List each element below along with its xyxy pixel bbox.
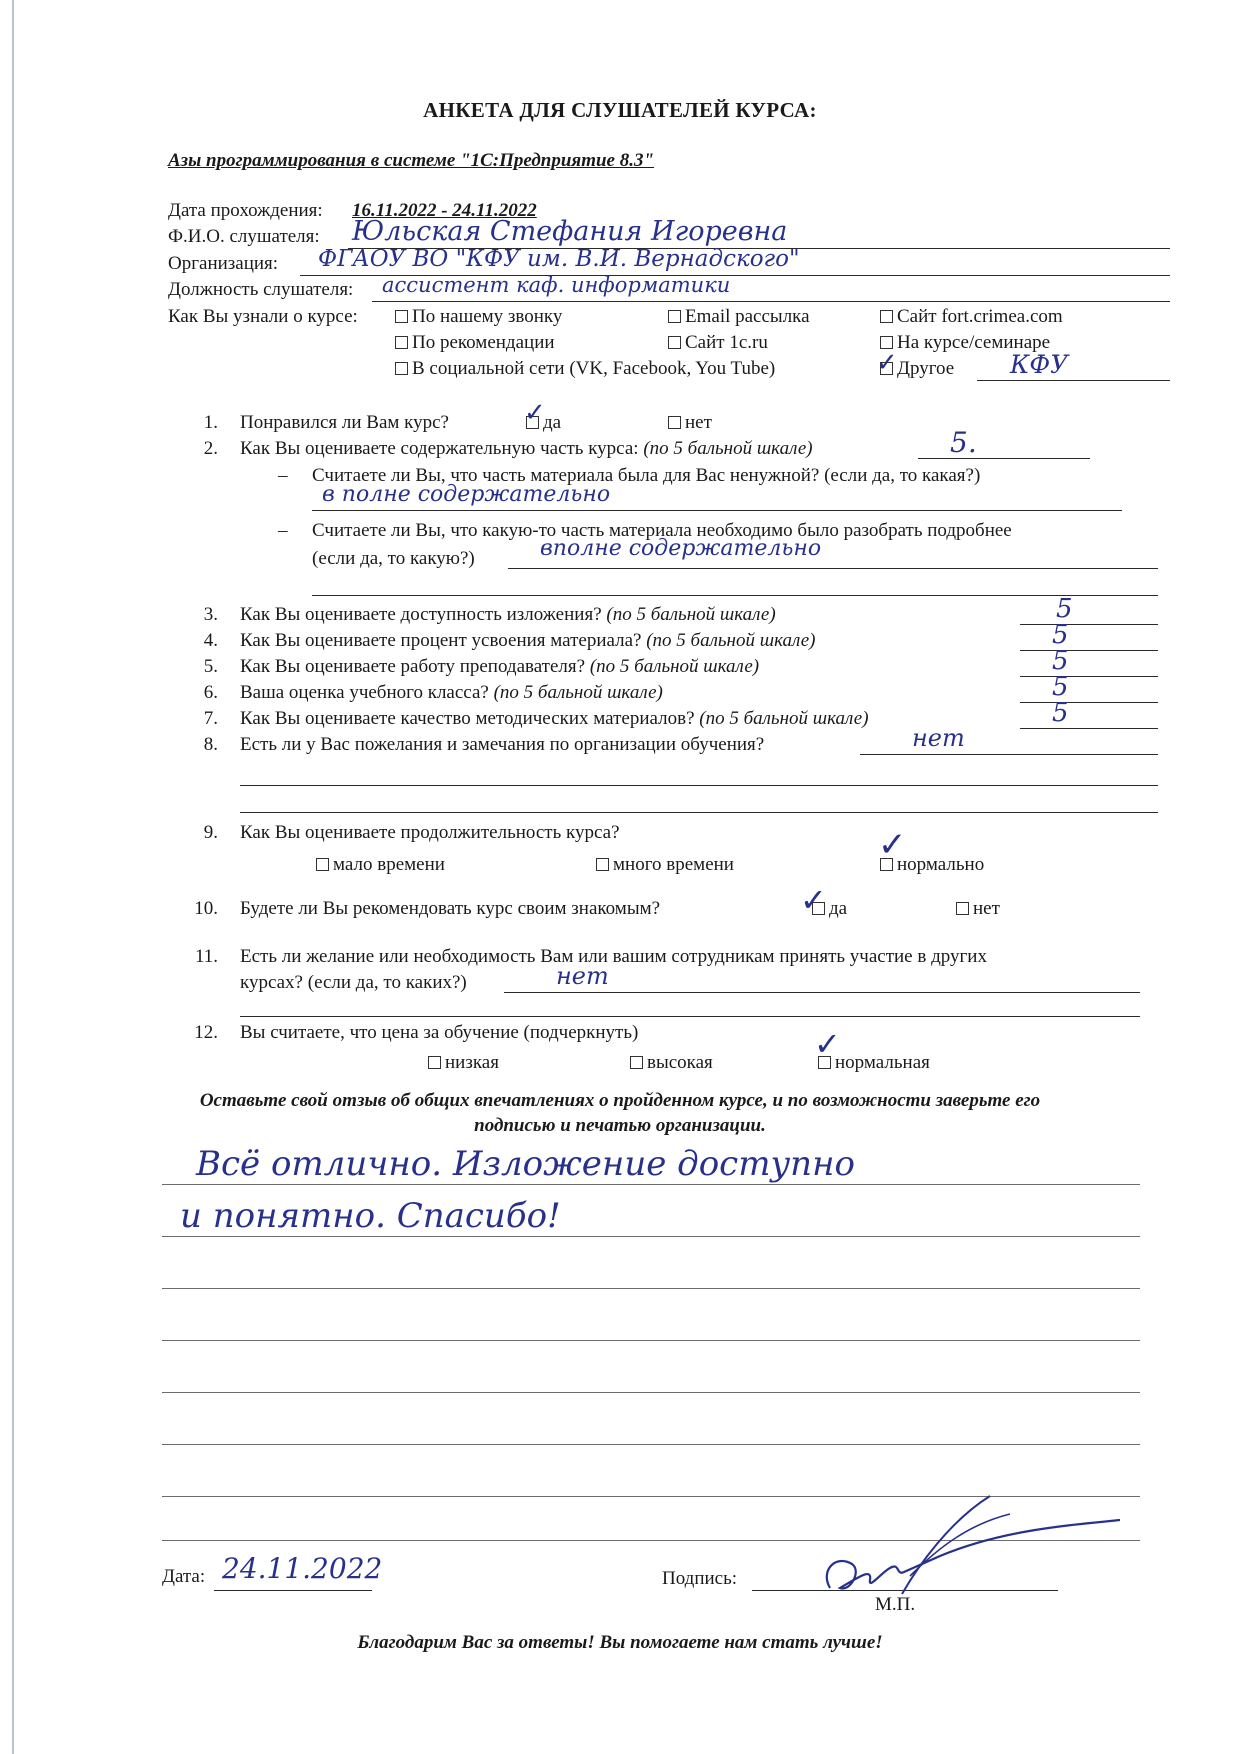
source-option-site-fort[interactable]: Сайт fort.crimea.com bbox=[880, 306, 1063, 328]
q12-option-normal[interactable]: нормальная bbox=[818, 1052, 930, 1074]
fio-label: Ф.И.О. слушателя: bbox=[168, 226, 320, 247]
q9-text: Как Вы оцениваете продолжительность курса? bbox=[240, 822, 620, 843]
feedback-prompt-cont: подписью и печатью организации. bbox=[474, 1115, 766, 1136]
q1-number: 1. bbox=[203, 412, 218, 433]
q4-number: 4. bbox=[203, 630, 218, 651]
position-label: Должность слушателя: bbox=[168, 279, 354, 300]
source-option-recommendation[interactable]: По рекомендации bbox=[395, 332, 555, 354]
checkbox[interactable] bbox=[668, 310, 681, 323]
q2a-dash: – bbox=[278, 465, 288, 486]
q7-answer[interactable]: 5 bbox=[1052, 698, 1069, 728]
source-option-other[interactable]: Другое bbox=[880, 358, 954, 380]
q2b-text2: (если да, то какую?) bbox=[312, 548, 475, 569]
check-mark-icon: ✓ bbox=[814, 1025, 841, 1063]
q2b-answer[interactable]: вполне содержательно bbox=[540, 536, 822, 561]
q10-option-yes[interactable]: да bbox=[812, 898, 847, 920]
org-field[interactable]: ФГАОУ ВО "КФУ им. В.И. Вернадского" bbox=[318, 246, 800, 272]
source-option-social[interactable]: В социальной сети (VK, Facebook, You Tube) bbox=[395, 358, 775, 380]
q9-option-normal[interactable]: нормально bbox=[880, 854, 984, 876]
course-name: Азы программирования в системе "1С:Предприятие 8.3" bbox=[168, 150, 655, 171]
q2b-dash: – bbox=[278, 520, 288, 541]
q12-option-low[interactable]: низкая bbox=[428, 1052, 499, 1074]
org-label: Организация: bbox=[168, 253, 279, 274]
q8-text: Есть ли у Вас пожелания и замечания по организации обучения? bbox=[240, 734, 765, 755]
footer-date-field[interactable]: 24.11.2022 bbox=[222, 1552, 383, 1585]
checkbox[interactable] bbox=[596, 858, 609, 871]
q12-option-high[interactable]: высокая bbox=[630, 1052, 713, 1074]
source-option-call[interactable]: По нашему звонку bbox=[395, 306, 562, 328]
q7-question: Как Вы оцениваете качество методических материалов? (по 5 бальной шкале) bbox=[240, 708, 869, 729]
checkbox[interactable] bbox=[630, 1056, 643, 1069]
q2-number: 2. bbox=[203, 438, 218, 459]
q5-question: Как Вы оцениваете работу преподавателя? (по 5 бальной шкале) bbox=[240, 656, 760, 677]
checkbox[interactable] bbox=[956, 902, 969, 915]
source-option-site-1c[interactable]: Сайт 1с.ru bbox=[668, 332, 768, 354]
check-mark-icon: ✓ bbox=[878, 825, 907, 865]
q2-question: Как Вы оцениваете содержательную часть курса: (по 5 бальной шкале) bbox=[240, 438, 813, 459]
check-mark-icon: ✓ bbox=[876, 348, 898, 378]
q3-answer[interactable]: 5 bbox=[1056, 594, 1073, 624]
checkbox[interactable] bbox=[395, 362, 408, 375]
q1-option-yes[interactable]: да bbox=[526, 412, 561, 434]
q11-number: 11. bbox=[194, 946, 218, 967]
feedback-prompt: Оставьте свой отзыв об общих впечатлениях о пройденном курсе, и по возможности заверьте его bbox=[199, 1090, 1041, 1111]
q7-number: 7. bbox=[203, 708, 218, 729]
source-label: Как Вы узнали о курсе: bbox=[168, 306, 358, 327]
q9-option-much[interactable]: много времени bbox=[596, 854, 734, 876]
q11-answer[interactable]: нет bbox=[556, 962, 609, 990]
q9-number: 9. bbox=[203, 822, 218, 843]
position-field[interactable]: ассистент каф. информатики bbox=[382, 273, 731, 297]
q10-option-no[interactable]: нет bbox=[956, 898, 1000, 920]
fio-field[interactable]: Юльская Стефания Игоревна bbox=[352, 216, 788, 247]
q4-answer[interactable]: 5 bbox=[1052, 620, 1069, 650]
signature-icon bbox=[800, 1476, 1130, 1626]
date-label: Дата прохождения: bbox=[168, 200, 323, 221]
q1-text: Понравился ли Вам курс? bbox=[240, 412, 449, 433]
q8-number: 8. bbox=[203, 734, 218, 755]
feedback-line-2[interactable]: и понятно. Спасибо! bbox=[180, 1196, 561, 1236]
q6-answer[interactable]: 5 bbox=[1052, 672, 1069, 702]
check-mark-icon: ✓ bbox=[524, 398, 546, 428]
q2b-text: Считаете ли Вы, что какую-то часть материала необходимо было разобрать подробнее bbox=[312, 520, 1012, 541]
checkbox[interactable] bbox=[395, 336, 408, 349]
q11-text: Есть ли желание или необходимость Вам или вашим сотрудникам принять участие в других bbox=[240, 946, 987, 967]
q3-number: 3. bbox=[203, 604, 218, 625]
q6-number: 6. bbox=[203, 682, 218, 703]
q10-number: 10. bbox=[194, 898, 218, 919]
q4-question: Как Вы оцениваете процент усвоения материала? (по 5 бальной шкале) bbox=[240, 630, 816, 651]
footer-date-label: Дата: bbox=[162, 1566, 206, 1587]
checkbox[interactable] bbox=[668, 416, 681, 429]
q5-answer[interactable]: 5 bbox=[1052, 646, 1069, 676]
q2a-answer[interactable]: в полне содержательно bbox=[322, 482, 611, 507]
q2-answer[interactable]: 5. bbox=[950, 426, 977, 459]
stamp-label: М.П. bbox=[875, 1594, 916, 1615]
date-range: 16.11.2022 - 24.11.2022 bbox=[352, 200, 537, 221]
q12-number: 12. bbox=[194, 1022, 218, 1043]
checkbox[interactable] bbox=[395, 310, 408, 323]
q5-number: 5. bbox=[203, 656, 218, 677]
q12-text: Вы считаете, что цена за обучение (подчеркнуть) bbox=[240, 1022, 639, 1043]
signature-label: Подпись: bbox=[662, 1568, 738, 1589]
thanks-text: Благодарим Вас за ответы! Вы помогаете нам стать лучше! bbox=[357, 1632, 883, 1653]
q6-question: Ваша оценка учебного класса? (по 5 бальной шкале) bbox=[240, 682, 663, 703]
checkbox[interactable] bbox=[880, 310, 893, 323]
q3-question: Как Вы оцениваете доступность изложения? (по 5 бальной шкале) bbox=[240, 604, 776, 625]
q10-text: Будете ли Вы рекомендовать курс своим знакомым? bbox=[240, 898, 661, 919]
source-option-seminar[interactable]: На курсе/семинаре bbox=[880, 332, 1050, 354]
checkbox[interactable] bbox=[668, 336, 681, 349]
feedback-line-1[interactable]: Всё отлично. Изложение доступно bbox=[196, 1144, 855, 1184]
source-option-email[interactable]: Email рассылка bbox=[668, 306, 810, 328]
scan-edge bbox=[12, 0, 14, 1754]
q9-option-little[interactable]: мало времени bbox=[316, 854, 445, 876]
checkbox[interactable] bbox=[428, 1056, 441, 1069]
q11-text2: курсах? (если да, то каких?) bbox=[240, 972, 467, 993]
form-title: АНКЕТА ДЛЯ СЛУШАТЕЛЕЙ КУРСА: bbox=[423, 98, 817, 122]
source-other-field[interactable]: КФУ bbox=[1010, 350, 1069, 379]
check-mark-icon: ✓ bbox=[800, 881, 827, 919]
q1-option-no[interactable]: нет bbox=[668, 412, 712, 434]
q8-answer[interactable]: нет bbox=[912, 724, 965, 752]
q2a-text: Считаете ли Вы, что часть материала была для Вас ненужной? (если да, то какая?) bbox=[312, 465, 981, 486]
checkbox[interactable] bbox=[316, 858, 329, 871]
